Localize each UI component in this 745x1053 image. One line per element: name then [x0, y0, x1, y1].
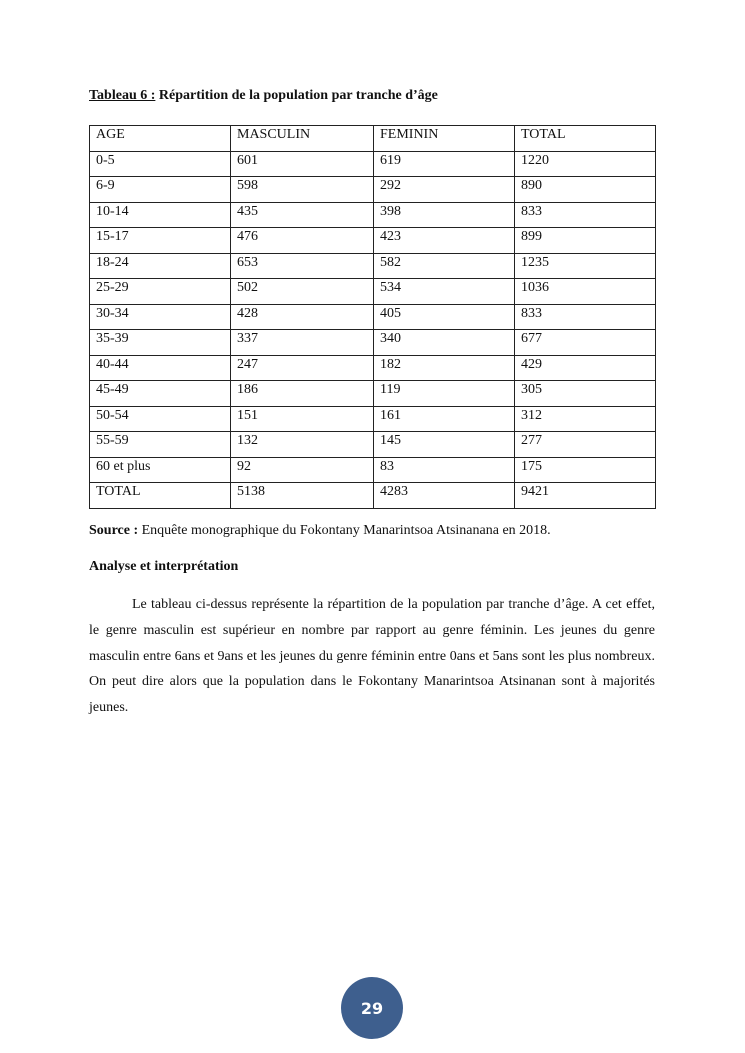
table-cell: AGE: [90, 126, 231, 152]
table-cell: 119: [374, 381, 515, 407]
table-row: [90, 279, 656, 305]
table-cell: 4283: [374, 483, 515, 509]
table-cell: 182: [374, 355, 515, 381]
table-cell: 175: [515, 457, 656, 483]
table-cell: 1235: [515, 253, 656, 279]
table-cell: 337: [231, 330, 374, 356]
table-cell: FEMININ: [374, 126, 515, 152]
table-row: [90, 304, 656, 330]
table-cell: 833: [515, 202, 656, 228]
table-cell: 405: [374, 304, 515, 330]
population-table: [89, 125, 656, 509]
table-caption-label: Tableau 6 :: [89, 88, 156, 103]
source-text: Enquête monographique du Fokontany Manarintsoa Atsinanana en 2018.: [138, 523, 551, 538]
table-cell: 502: [231, 279, 374, 305]
table-cell: 40-44: [90, 355, 231, 381]
table-cell: 247: [231, 355, 374, 381]
table-cell: 50-54: [90, 406, 231, 432]
table-caption-text: Répartition de la population par tranche d’âge: [155, 88, 438, 103]
table-cell: 435: [231, 202, 374, 228]
table-cell: 428: [231, 304, 374, 330]
table-cell: 312: [515, 406, 656, 432]
table-cell: 0-5: [90, 151, 231, 177]
table-cell: 890: [515, 177, 656, 203]
table-cell: 398: [374, 202, 515, 228]
table-cell: 18-24: [90, 253, 231, 279]
table-row: [90, 228, 656, 254]
table-cell: 25-29: [90, 279, 231, 305]
table-row: [90, 406, 656, 432]
table-cell: 899: [515, 228, 656, 254]
table-cell: 30-34: [90, 304, 231, 330]
table-row: [90, 177, 656, 203]
table-cell: 582: [374, 253, 515, 279]
table-cell: 60 et plus: [90, 457, 231, 483]
table-cell: 601: [231, 151, 374, 177]
table-cell: 653: [231, 253, 374, 279]
table-cell: 6-9: [90, 177, 231, 203]
table-cell: 161: [374, 406, 515, 432]
table-cell: 145: [374, 432, 515, 458]
table-cell: 534: [374, 279, 515, 305]
table-row: [90, 381, 656, 407]
table-cell: 151: [231, 406, 374, 432]
table-cell: 1036: [515, 279, 656, 305]
table-cell: 292: [374, 177, 515, 203]
table-header-row: [90, 126, 656, 152]
table-caption: [89, 88, 438, 104]
table-cell: 305: [515, 381, 656, 407]
table-cell: 1220: [515, 151, 656, 177]
table-cell: 83: [374, 457, 515, 483]
table-cell: 598: [231, 177, 374, 203]
analysis-paragraph: Le tableau ci-dessus représente la répartition de la population par tranche d’âge. A cet effet, le genre masculin est supérieur en nombre par rapport au genre féminin. Les jeunes du genre masculin entre 6ans et 9ans et les jeunes du genre féminin entre 0ans et 5ans sont les plus nombreux. On peut dire alors que la population dans le Fokontany Manarintsoa Atsinanan sont à majorités jeunes.: [89, 597, 655, 716]
page-number: 29: [360, 998, 384, 1018]
table-row: [90, 483, 656, 509]
section-heading: Analyse et interprétation: [89, 559, 239, 574]
table-cell: 92: [231, 457, 374, 483]
table-row: [90, 253, 656, 279]
page-number-badge: [341, 977, 403, 1039]
table-cell: 429: [515, 355, 656, 381]
table-cell: 5138: [231, 483, 374, 509]
table-source: [89, 523, 551, 539]
table-row: [90, 355, 656, 381]
table-row: [90, 202, 656, 228]
table-row: [90, 151, 656, 177]
table-row: [90, 330, 656, 356]
table-cell: 10-14: [90, 202, 231, 228]
table-cell: TOTAL: [90, 483, 231, 509]
table-cell: 277: [515, 432, 656, 458]
table-cell: 677: [515, 330, 656, 356]
table-row: [90, 457, 656, 483]
table-cell: 619: [374, 151, 515, 177]
table-cell: 9421: [515, 483, 656, 509]
table-row: [90, 432, 656, 458]
table-cell: 35-39: [90, 330, 231, 356]
table-cell: 423: [374, 228, 515, 254]
table-cell: TOTAL: [515, 126, 656, 152]
table-cell: 340: [374, 330, 515, 356]
table-cell: 476: [231, 228, 374, 254]
source-label: Source :: [89, 523, 139, 538]
table-cell: MASCULIN: [231, 126, 374, 152]
table-cell: 15-17: [90, 228, 231, 254]
table-cell: 55-59: [90, 432, 231, 458]
table-cell: 45-49: [90, 381, 231, 407]
table-cell: 833: [515, 304, 656, 330]
table-cell: 186: [231, 381, 374, 407]
table-cell: 132: [231, 432, 374, 458]
